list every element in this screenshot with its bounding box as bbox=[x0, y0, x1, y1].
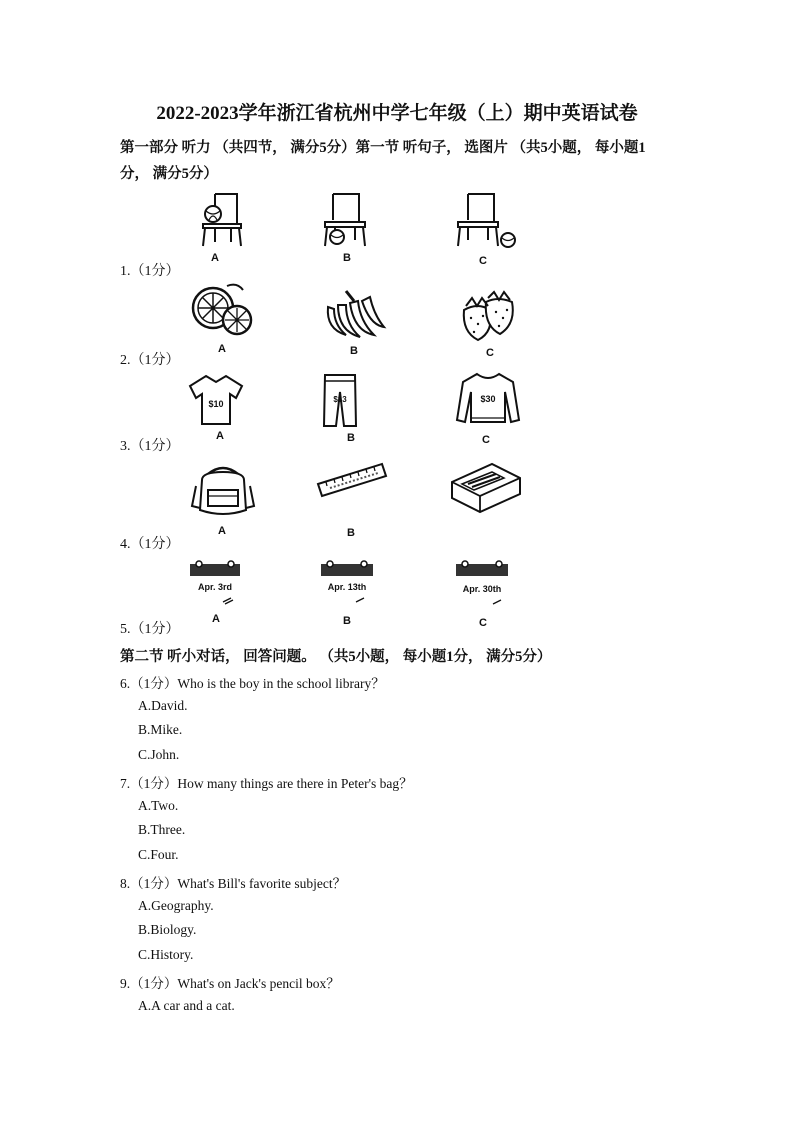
bananas-icon bbox=[320, 285, 390, 343]
option-label-b: B bbox=[347, 432, 355, 444]
part1-heading-line1: 第一部分 听力 （共四节， 满分5分）第一节 听句子， 选图片 （共5小题， 每小题1 bbox=[120, 140, 646, 156]
calendar-date: Apr. 13th bbox=[327, 582, 367, 592]
option-label-c: C bbox=[479, 617, 487, 629]
sweater-icon bbox=[455, 370, 521, 426]
calendar-date: Apr. 3rd bbox=[197, 582, 233, 592]
price-label: $13 bbox=[333, 395, 347, 404]
pencil-box-icon bbox=[448, 460, 522, 516]
option-label-c: C bbox=[479, 255, 487, 267]
backpack-icon bbox=[188, 462, 258, 520]
price-label: $10 bbox=[208, 399, 224, 409]
option-label-a: A bbox=[216, 430, 224, 442]
page-title: 2022-2023学年浙江省杭州中学七年级（上）期中英语试卷 bbox=[156, 103, 638, 124]
option-label-b: B bbox=[343, 615, 351, 627]
price-label: $30 bbox=[480, 394, 496, 404]
option-8b: B.Biology. bbox=[138, 922, 197, 937]
calendar-icon bbox=[187, 558, 243, 610]
option-label-a: A bbox=[212, 613, 220, 625]
option-label-a: A bbox=[218, 343, 226, 355]
question-number: 5.（1分） bbox=[120, 622, 180, 637]
part1-heading-line2: 分， 满分5分） bbox=[120, 166, 218, 182]
question-6: 6.（1分）Who is the boy in the school library？ bbox=[120, 676, 385, 691]
chair-ball-under-icon bbox=[315, 190, 395, 252]
option-label-c: C bbox=[482, 434, 490, 446]
question-9: 9.（1分）What's on Jack's pencil box？ bbox=[120, 976, 340, 991]
tshirt-icon bbox=[188, 372, 244, 428]
option-label-c: C bbox=[486, 347, 494, 359]
option-label-b: B bbox=[343, 252, 351, 264]
calendar-icon bbox=[318, 558, 376, 610]
option-6a: A.David. bbox=[138, 698, 188, 713]
question-number: 1.（1分） bbox=[120, 264, 180, 279]
pants-icon bbox=[322, 372, 358, 428]
question-number: 3.（1分） bbox=[120, 439, 180, 454]
calendar-date: Apr. 30th bbox=[462, 584, 502, 594]
option-7c: C.Four. bbox=[138, 847, 179, 862]
option-label-a: A bbox=[218, 525, 226, 537]
question-8: 8.（1分）What's Bill's favorite subject？ bbox=[120, 876, 347, 891]
option-8c: C.History. bbox=[138, 947, 194, 962]
ruler-icon bbox=[316, 460, 388, 500]
part2-heading: 第二节 听小对话， 回答问题。 （共5小题， 每小题1分， 满分5分） bbox=[120, 649, 552, 665]
question-number: 4.（1分） bbox=[120, 537, 180, 552]
option-label-b: B bbox=[350, 345, 358, 357]
question-number: 2.（1分） bbox=[120, 353, 180, 368]
option-8a: A.Geography. bbox=[138, 898, 214, 913]
option-6b: B.Mike. bbox=[138, 722, 183, 737]
chair-ball-on-seat-icon bbox=[185, 190, 265, 252]
option-7b: B.Three. bbox=[138, 822, 186, 837]
oranges-icon bbox=[187, 280, 263, 340]
chair-ball-beside-icon bbox=[450, 190, 530, 252]
option-7a: A.Two. bbox=[138, 798, 179, 813]
option-6c: C.John. bbox=[138, 747, 180, 762]
option-label-a: A bbox=[211, 252, 219, 264]
question-7: 7.（1分）How many things are there in Peter's bag？ bbox=[120, 776, 413, 791]
option-9a: A.A car and a cat. bbox=[138, 998, 235, 1013]
strawberries-icon bbox=[456, 288, 526, 344]
calendar-icon bbox=[453, 558, 511, 610]
option-label-b: B bbox=[347, 527, 355, 539]
